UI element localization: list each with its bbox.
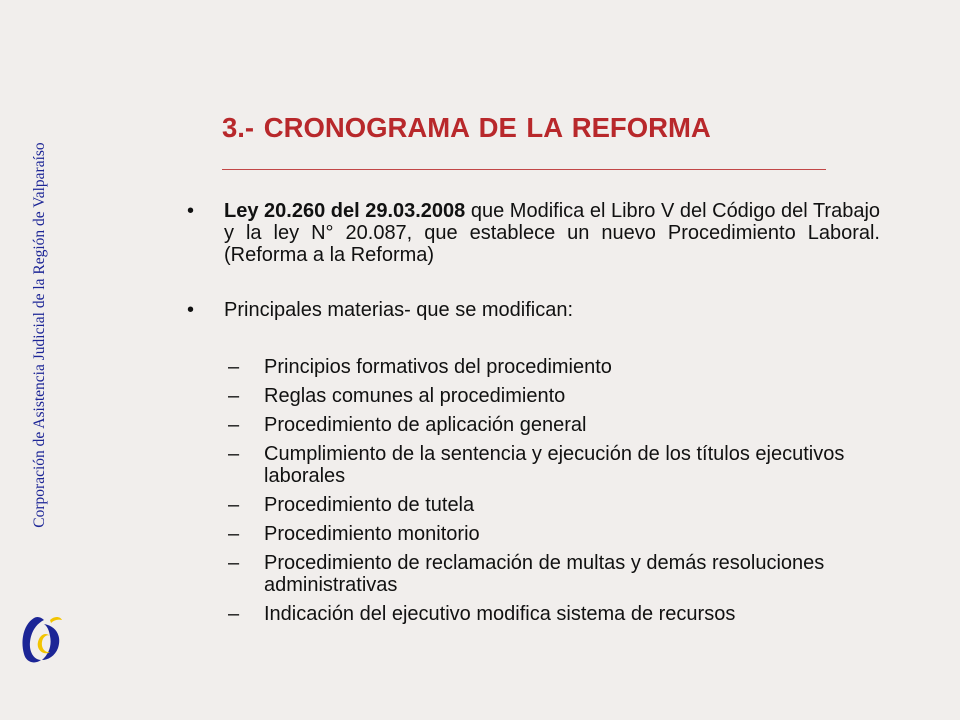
slide-title: 3.- CRONOGRAMA DE LA REFORMA — [222, 112, 711, 143]
list-item: – Indicación del ejecutivo modifica sistema de recursos — [187, 603, 880, 625]
list-item: – Reglas comunes al procedimiento — [187, 385, 880, 407]
slide-content — [187, 200, 880, 632]
bullet-text: que Modifica el Libro V del Código del Trabajo y la ley N° 20.087, que establece un nuevo Procedimiento Laboral. (Reforma a la Reforma) — [224, 200, 881, 266]
bullet-bold-lead: Ley 20.260 del 29.03.2008 — [224, 200, 466, 222]
list-item: – Procedimiento de reclamación de multas y demás resoluciones administrativas — [187, 552, 880, 596]
list-item: – Procedimiento de aplicación general — [187, 414, 880, 436]
list-item: – Principios formativos del procedimiento — [187, 356, 880, 378]
caj-logo-icon — [14, 612, 78, 668]
title-divider — [222, 169, 826, 170]
bullet-principales-materias: • Principales materias- que se modifican: — [187, 299, 880, 321]
bullet-ley-20260 — [187, 200, 880, 266]
list-item: – Procedimiento monitorio — [187, 523, 880, 545]
sidebar-vertical-text: Corporación de Asistencia Judicial de la Región de Valparaíso — [31, 142, 48, 528]
list-item: – Procedimiento de tutela — [187, 494, 880, 516]
materias-list — [187, 356, 880, 625]
list-item: – Cumplimiento de la sentencia y ejecución de los títulos ejecutivos laborales — [187, 443, 880, 487]
